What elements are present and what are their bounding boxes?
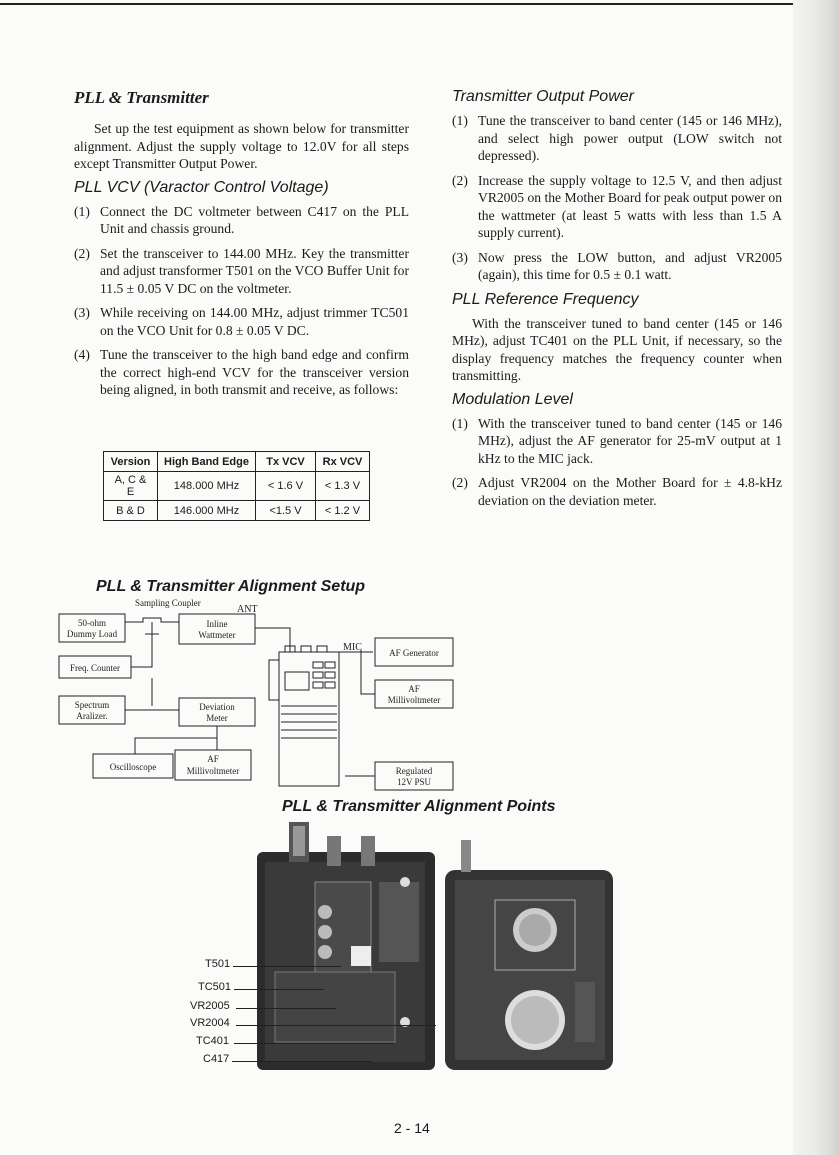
sampling-coupler-symbol [125,618,179,634]
step-text: Connect the DC voltmeter between C417 on the PLL Unit and chassis ground. [100,203,409,236]
table-cell: B & D [104,501,158,521]
table-header: Rx VCV [316,452,370,472]
step-number: (2) [452,475,468,490]
label-tc501: TC501 [198,981,232,993]
table-cell: < 1.6 V [256,472,316,501]
page-edge-shadow [793,0,839,1155]
step-text: Tune the transceiver to the high band edge and confirm the correct high-end VCV for the transceiver version being aligned, in both transmit and receive, as follows: [100,347,409,397]
af-mv-right-label-2: Millivoltmeter [387,695,441,705]
spectrum-label-1: Spectrum [74,700,110,710]
page-number: 2 - 14 [394,1120,430,1136]
deviation-label-2: Meter [206,713,228,723]
step-number: (4) [74,347,90,362]
dummy-load-label-1: 50-ohm [78,618,106,628]
label-tc401: TC401 [196,1035,230,1047]
dummy-load-label-2: Dummy Load [66,629,118,639]
step-number: (1) [452,415,468,431]
leader-t501 [233,966,341,967]
top-rule [0,3,839,5]
section-title-output-power: Transmitter Output Power [452,88,634,105]
step-number: (2) [74,245,90,261]
vcv-step [74,346,409,399]
output-step [452,112,782,165]
vcv-step [74,245,409,298]
leader-vr2004 [236,1025,436,1026]
vcv-table [103,451,370,521]
step-text: Set the transceiver to 144.00 MHz. Key the transmitter and adjust transformer T501 on the VCO Buffer Unit for 11.5 ± 0.05 V DC on the voltmeter. [100,245,409,296]
setup-diagram-title: PLL & Transmitter Alignment Setup [96,578,366,595]
step-number: (3) [74,305,90,320]
af-mv-left-label-2: Millivoltmeter [186,766,240,776]
circuit-board-photo [255,822,617,1072]
wattmeter-label-1: Inline [206,619,228,629]
alignment-points-title: PLL & Transmitter Alignment Points [282,798,556,815]
leader-vr2005 [236,1008,336,1009]
section-title-modulation: Modulation Level [452,390,573,408]
step-text: Now press the LOW button, and adjust VR2005 (again), this time for 0.5 ± 0.1 watt. [478,249,782,282]
reference-paragraph: With the transceiver tuned to band center (145 or 146 MHz), adjust TC401 on the PLL Unit, if necessary, so the display frequency matches the frequency counter when transmitting. [452,315,782,383]
wattmeter-label-2: Wattmeter [198,630,236,640]
oscilloscope-label: Oscilloscope [109,762,157,772]
modulation-step [452,415,782,468]
table-cell: < 1.3 V [316,472,370,501]
table-header-row [104,452,370,472]
af-mv-left-label-1: AF [207,754,219,764]
vcv-step [74,203,409,238]
step-text: Adjust VR2004 on the Mother Board for ± 4.8-kHz deviation on the deviation meter. [478,475,782,508]
table-row [104,472,370,501]
step-number: (1) [74,203,90,219]
freq-counter-label: Freq. Counter [70,663,120,673]
af-mv-right-label-1: AF [408,684,420,694]
leader-c417 [232,1061,372,1062]
step-text: While receiving on 144.00 MHz, adjust trimmer TC501 on the VCO Unit for 0.8 ± 0.05 V DC. [100,305,409,338]
step-text: Increase the supply voltage to 12.5 V, and then adjust VR2005 on the Mother Board for peak output power on the wattmeter (at least 5 watts with less than 1.5 A supply current). [478,172,782,240]
table-cell: 148.000 MHz [158,472,256,501]
spectrum-label-2: Aralizer. [76,711,108,721]
output-step [452,249,782,284]
step-text: With the transceiver tuned to band center (145 or 146 MHz), adjust the AF generator for 25-mV output at 1 kHz to the MIC jack. [478,415,782,466]
section-title-vcv: PLL VCV (Varactor Control Voltage) [74,178,329,196]
intro-paragraph: Set up the test equipment as shown below for transmitter alignment. Adjust the supply voltage to 12.0V for all steps except Transmitter Output Power. [74,121,409,171]
output-step [452,172,782,242]
deviation-label-1: Deviation [199,702,235,712]
section-title-pll-transmitter: PLL & Transmitter [74,88,209,107]
label-vr2005: VR2005 [190,1000,230,1012]
step-number: (1) [452,113,468,128]
psu-label-1: Regulated [395,766,433,776]
ant-label: ANT [237,604,258,615]
step-number: (3) [452,249,468,265]
right-column [452,88,782,516]
leader-tc401 [234,1043,394,1044]
label-c417: C417 [203,1053,230,1065]
table-header: Version [104,452,158,472]
table-header: Tx VCV [256,452,316,472]
label-vr2004: VR2004 [190,1017,230,1029]
step-number: (2) [452,172,468,188]
table-cell: < 1.2 V [316,501,370,521]
vcv-step [74,304,409,339]
modulation-step [452,474,782,509]
table-cell: 146.000 MHz [158,501,256,521]
left-column [74,88,409,406]
leader-tc501 [234,989,324,990]
af-generator-label: AF Generator [389,648,439,658]
setup-diagram [55,598,465,796]
step-text: Tune the transceiver to band center (145 or 146 MHz), and select high power output (LOW switch not depressed). [478,113,782,163]
mic-label: MIC [343,642,362,653]
section-title-reference-frequency: PLL Reference Frequency [452,290,639,308]
table-header: High Band Edge [158,452,256,472]
sampling-coupler-label: Sampling Coupler [135,598,201,608]
table-cell: A, C & E [104,472,158,501]
psu-label-2: 12V PSU [396,777,432,787]
table-cell: <1.5 V [256,501,316,521]
table-row [104,501,370,521]
label-t501: T501 [205,958,231,970]
